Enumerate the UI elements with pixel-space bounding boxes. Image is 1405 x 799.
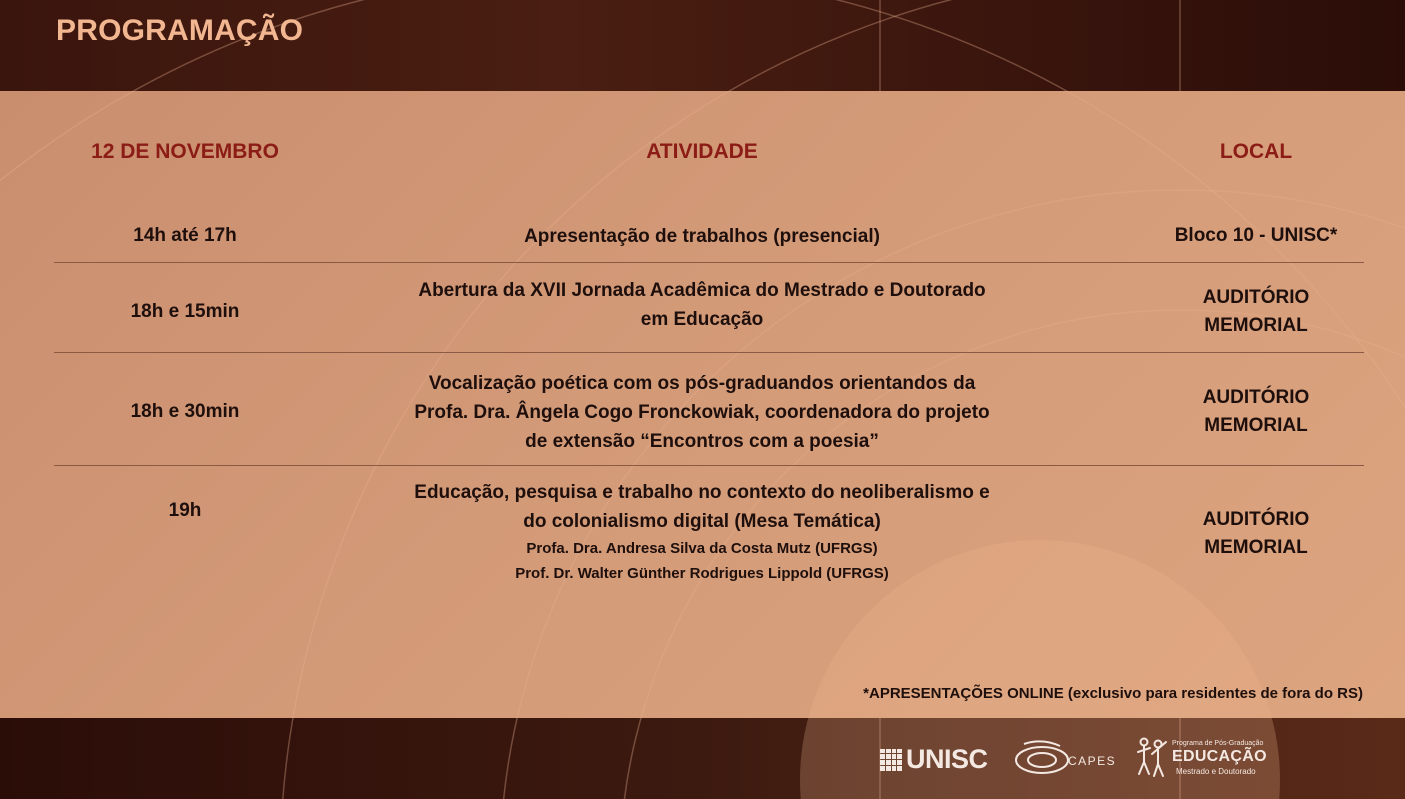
figures-icon <box>1134 734 1170 780</box>
row-time: 14h até 17h <box>133 225 237 246</box>
capes-logo <box>1014 738 1124 778</box>
row-location <box>1146 214 1366 258</box>
column-header-location: LOCAL <box>1219 140 1293 163</box>
educacao-logo <box>1134 734 1267 780</box>
row-time: 18h e 30min <box>130 401 240 422</box>
activity-line: Profa. Dra. Ângela Cogo Fronckowiak, coordenadora do projeto <box>414 401 990 423</box>
location-line: MEMORIAL <box>1204 537 1308 558</box>
row-location <box>1146 276 1366 348</box>
location-line: MEMORIAL <box>1204 415 1308 436</box>
schedule-row <box>54 214 1364 258</box>
row-divider <box>54 352 1364 353</box>
column-header-date: 12 DE NOVEMBRO <box>91 140 279 163</box>
educacao-wordmark: EDUCAÇÃO <box>1172 748 1267 765</box>
activity-line: Vocalização poética com os pós-graduandos orientandos da <box>428 372 976 394</box>
row-activity <box>380 478 1024 590</box>
footnote: *APRESENTAÇÕES ONLINE (exclusivo para residentes de fora do RS) <box>863 685 1363 702</box>
activity-line: do colonialismo digital (Mesa Temática) <box>523 511 881 532</box>
location-line: AUDITÓRIO <box>1202 387 1310 408</box>
activity-line: de extensão “Encontros com a poesia” <box>525 430 879 452</box>
row-divider <box>54 465 1364 466</box>
page-title: PROGRAMAÇÃO <box>56 14 304 47</box>
activity-line: Apresentação de trabalhos (presencial) <box>524 225 880 247</box>
speaker-line: Profa. Dra. Andresa Silva da Costa Mutz (UFRGS) <box>526 540 878 557</box>
row-time: 19h <box>168 500 202 521</box>
capes-wordmark: CAPES <box>1068 754 1117 768</box>
location-line: MEMORIAL <box>1204 315 1308 336</box>
schedule-row <box>54 276 1364 348</box>
logos-bar <box>880 732 1267 782</box>
unisc-logo <box>880 744 988 775</box>
location-line: AUDITÓRIO <box>1202 287 1310 308</box>
schedule-row <box>54 364 1364 460</box>
schedule-row <box>54 478 1364 590</box>
column-header-activity: ATIVIDADE <box>646 140 758 163</box>
row-location <box>1146 478 1366 590</box>
capes-swoosh-icon <box>1014 738 1070 778</box>
educacao-program-label: Programa de Pós-Graduação <box>1172 740 1264 747</box>
location-line: AUDITÓRIO <box>1202 509 1310 530</box>
row-activity <box>380 214 1024 258</box>
row-location <box>1146 364 1366 460</box>
location-line: Bloco 10 - UNISC* <box>1174 225 1338 246</box>
unisc-grid-icon <box>880 749 902 771</box>
activity-line: Educação, pesquisa e trabalho no contexto do neoliberalismo e <box>414 482 990 503</box>
unisc-wordmark: UNISC <box>906 744 988 774</box>
row-divider <box>54 262 1364 263</box>
row-time: 18h e 15min <box>130 301 240 322</box>
activity-line: Abertura da XVII Jornada Acadêmica do Mestrado e Doutorado <box>418 280 986 301</box>
row-activity <box>380 364 1024 460</box>
educacao-subtitle: Mestrado e Doutorado <box>1176 767 1256 776</box>
row-activity <box>380 276 1024 348</box>
activity-line: em Educação <box>640 309 764 330</box>
speaker-line: Prof. Dr. Walter Günther Rodrigues Lippold (UFRGS) <box>515 565 889 582</box>
